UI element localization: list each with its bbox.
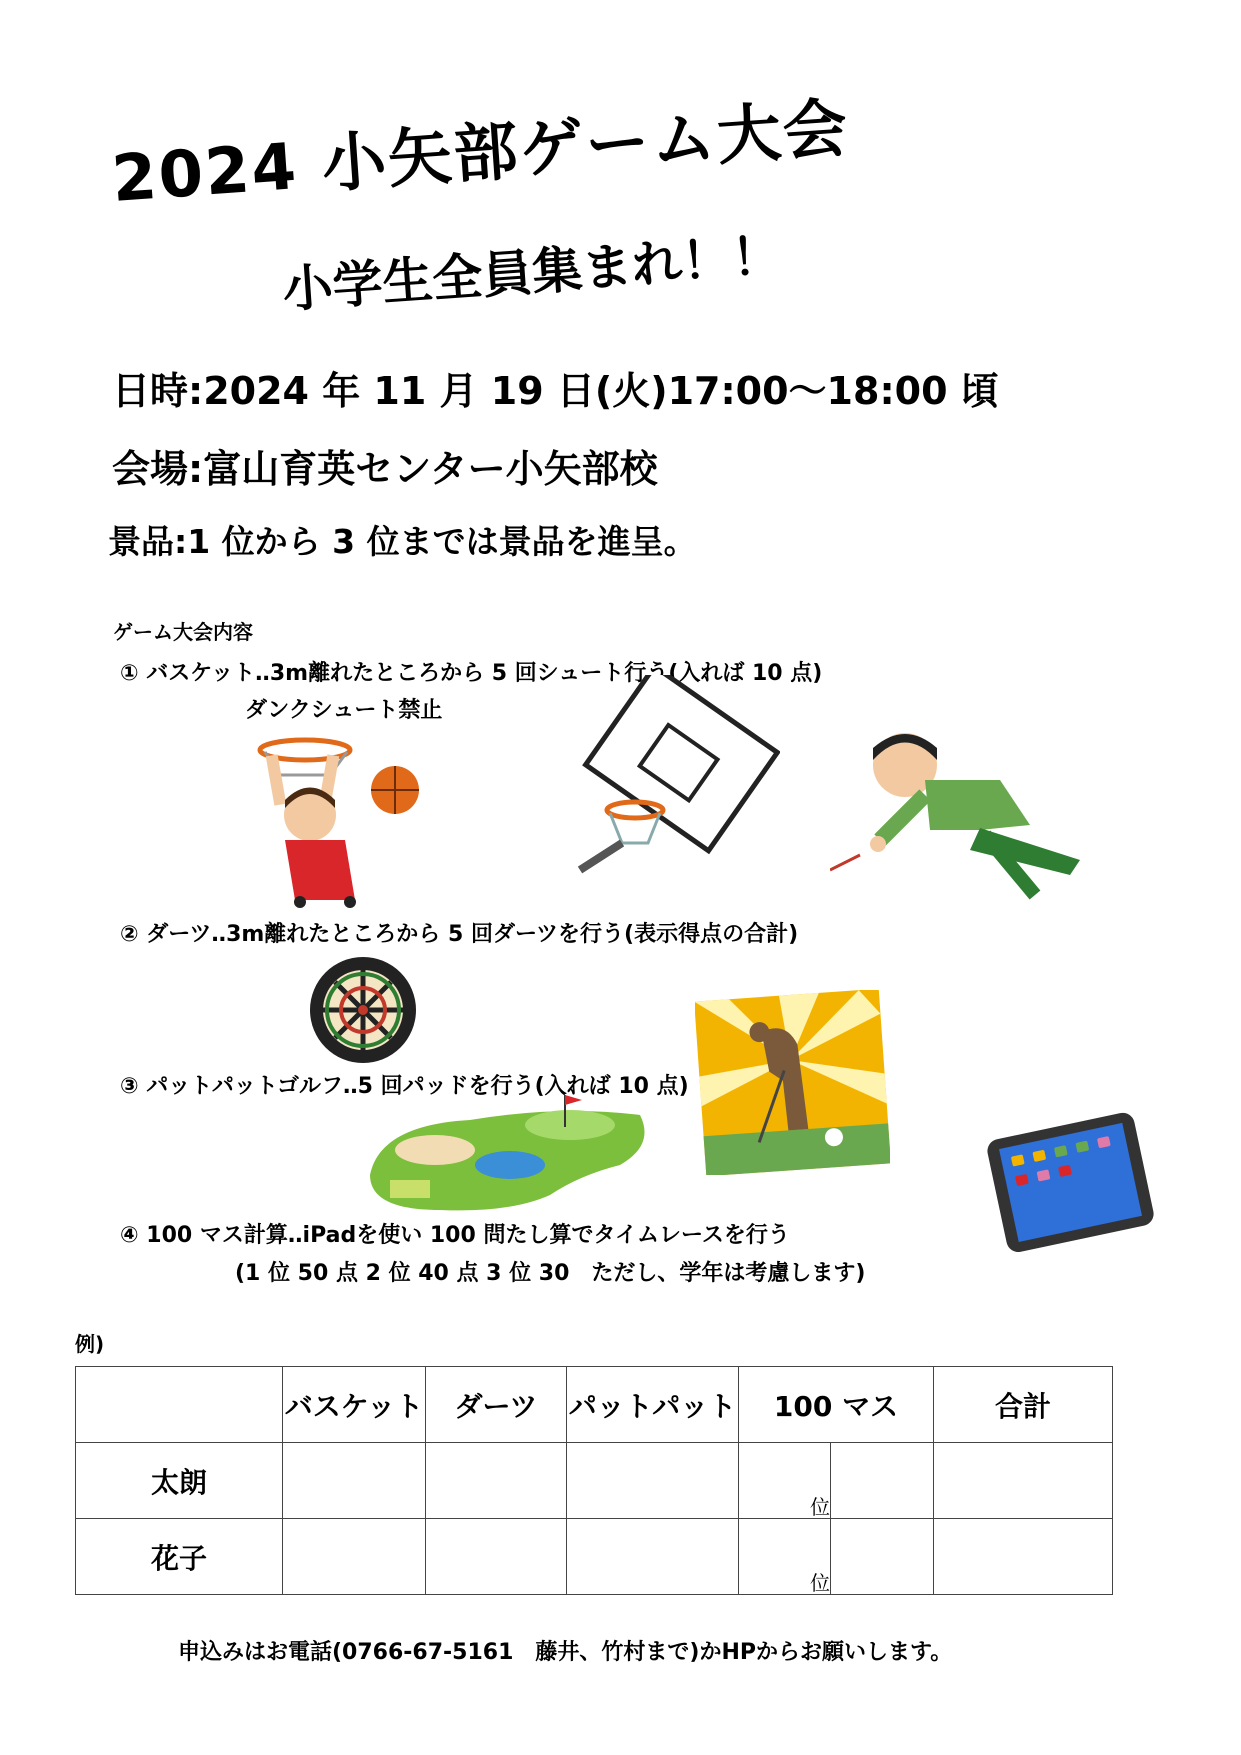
table-cell — [831, 1443, 934, 1519]
basketball-hoop-illustration — [560, 675, 780, 885]
game-item-basketball-note: ダンクシュート禁止 — [245, 698, 443, 723]
row-name: 太朗 — [76, 1443, 283, 1519]
putting-green-illustration — [360, 1085, 650, 1215]
example-label: 例) — [75, 1332, 105, 1356]
table-cell — [426, 1443, 567, 1519]
game-item-100-masu: ④ 100 マス計算‥iPadを使い 100 問たし算でタイムレースを行う — [120, 1223, 790, 1248]
basketball-dunk-illustration — [255, 730, 430, 910]
dartboard-illustration — [308, 955, 418, 1065]
score-table — [75, 1366, 1113, 1595]
event-venue: 会場:富山育英センター小矢部校 — [112, 447, 658, 491]
table-header-cell: ダーツ — [426, 1367, 567, 1443]
table-row — [76, 1519, 1113, 1595]
game-item-100-masu-note: (1 位 50 点 2 位 40 点 3 位 30 ただし、学年は考慮します) — [235, 1261, 866, 1286]
table-header-cell: 100 マス — [739, 1367, 934, 1443]
table-cell — [283, 1443, 426, 1519]
table-cell — [934, 1519, 1113, 1595]
table-header-cell: バスケット — [283, 1367, 426, 1443]
table-cell — [739, 1519, 831, 1595]
game-item-basketball: ① バスケット‥3m離れたところから 5 回シュート行う(入れば 10 点) — [120, 661, 823, 686]
event-datetime: 日時:2024 年 11 月 19 日(火)17:00～18:00 頃 — [112, 369, 999, 413]
game-item-darts: ② ダーツ‥3m離れたところから 5 回ダーツを行う(表示得点の合計) — [120, 922, 799, 947]
application-contact: 申込みはお電話(0766-67-5161 藤井、竹村まで)かHPからお願いします。 — [178, 1640, 953, 1665]
page-title: 2024 小矢部ゲーム大会 — [109, 91, 852, 218]
page-subtitle: 小学生全員集まれ！！ — [280, 226, 784, 320]
darts-player-illustration — [830, 720, 1100, 900]
table-header-cell — [76, 1367, 283, 1443]
row-name: 花子 — [76, 1519, 283, 1595]
table-header-cell: パットパット — [567, 1367, 739, 1443]
contents-heading: ゲーム大会内容 — [113, 620, 253, 644]
rank-unit: 位 — [810, 1571, 830, 1595]
table-row — [76, 1443, 1113, 1519]
table-cell — [567, 1519, 739, 1595]
tablet-illustration — [985, 1105, 1155, 1255]
table-cell — [831, 1519, 934, 1595]
table-header-cell: 合計 — [934, 1367, 1113, 1443]
event-prize: 景品:1 位から 3 位までは景品を進呈。 — [108, 522, 697, 561]
game-item-putt-golf: ③ パットパットゴルフ‥5 回パッドを行う(入れば 10 点) — [120, 1074, 689, 1099]
table-cell — [426, 1519, 567, 1595]
table-cell — [934, 1443, 1113, 1519]
golfer-sunburst-illustration — [695, 990, 890, 1175]
table-cell — [567, 1443, 739, 1519]
table-header-row — [76, 1367, 1113, 1443]
rank-unit: 位 — [810, 1495, 830, 1519]
table-cell — [283, 1519, 426, 1595]
table-cell — [739, 1443, 831, 1519]
